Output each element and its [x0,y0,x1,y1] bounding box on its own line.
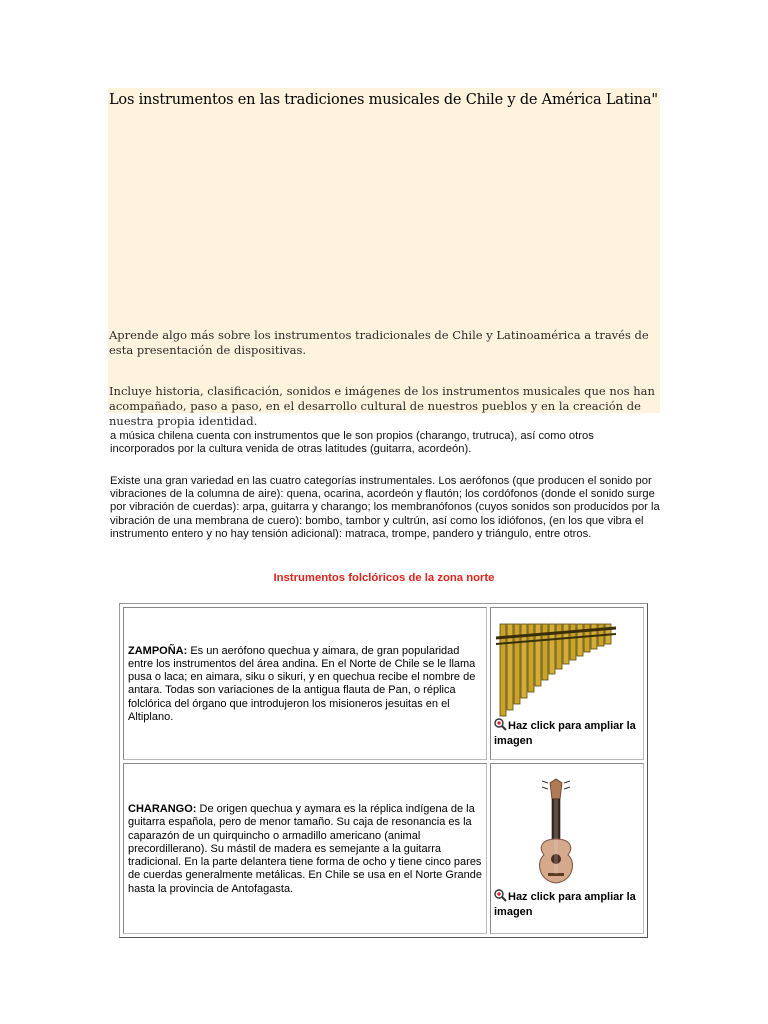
instrument-description [123,607,487,760]
section-title: Instrumentos folclóricos de la zona norte [273,572,495,584]
instrument-text: Es un aerófono quechua y aimara, de gran popularidad entre los instrumentos del área andina. En el Norte de Chile se le llama pusa o laca; en aimara, siku o sikuri, y en quechua recibe el nombre de antara. Todas son variaciones de la antigua flauta de Pan, o réplica folclórica del órgano que introdujeron los misioneros jesuitas en el Altiplano. [128,644,476,724]
magnifier-zoom-icon [494,718,507,731]
zoom-image-link[interactable] [494,718,640,749]
charango-illustration [494,777,618,889]
instrument-image-cell [490,607,644,760]
magnifier-zoom-icon [494,889,507,902]
charango-image[interactable] [494,777,640,889]
zoom-link-label: Haz click para ampliar la imagen [494,719,636,747]
instrument-name: ZAMPOÑA: [128,644,188,657]
zoom-link-label: Haz click para ampliar la imagen [494,890,636,918]
instrument-name: CHARANGO: [128,802,197,815]
instrument-image-cell [490,763,644,934]
instrument-text: De origen quechua y aymara es la réplica indígena de la guitarra española, pero de menor tamaño. Su caja de resonancia es la caparazón de un quirquincho o armadillo americano (animal precordillerano). Su mástil de madera es semejante a la guitarra tradicional. En la parte delantera tiene forma de ocho y tiene cinco pares de cuerdas generalmente metálicas. En Chile se usa en el Norte Grande hasta la provincia de Antofagasta. [128,802,483,895]
instruments-table [119,603,648,938]
categories-paragraph: Existe una gran variedad en las cuatro categorías instrumentales. Los aerófonos (que producen el sonido por vibraciones de la columna de aire): quena, ocarina, acordeón y flautón; los cordófonos (donde el sonido surge por vibración de cuerdas): arpa, guitarra y charango; los membranófonos (cuyos sonidos son producidos por la vibración de una membrana de cuero): bombo, tambor y cultrún, así como los idiófonos, (en los que vibra el instrumento entero y no hay tensión adicional): matraca, trompe, pandero y triángulo, entre otros. [110,475,660,540]
banner-paragraph-1: Aprende algo más sobre los instrumentos tradicionales de Chile y Latinoamérica a través de esta presentación de dispositivas. [109,328,649,357]
intro-banner [108,88,660,428]
zoom-image-link[interactable] [494,889,640,920]
banner-paragraph-2: Incluye historia, clasificación, sonidos e imágenes de los instrumentos musicales que nos han acompañado, paso a paso, en el desarrollo cultural de nuestros pueblos y en la creación de nuestra propia identidad. [109,384,655,428]
intro-paragraph: a música chilena cuenta con instrumentos que le son propios (charango, trutruca), así como otros incorporados por la cultura venida de otras latitudes (guitarra, acordeón). [110,430,594,456]
banner-title: Los instrumentos en las tradiciones musicales de Chile y de América Latina" [109,92,658,108]
zampona-illustration [494,618,618,718]
zampona-image[interactable] [494,618,640,718]
table-row [123,607,644,760]
instrument-description [123,763,487,934]
table-row [123,763,644,934]
